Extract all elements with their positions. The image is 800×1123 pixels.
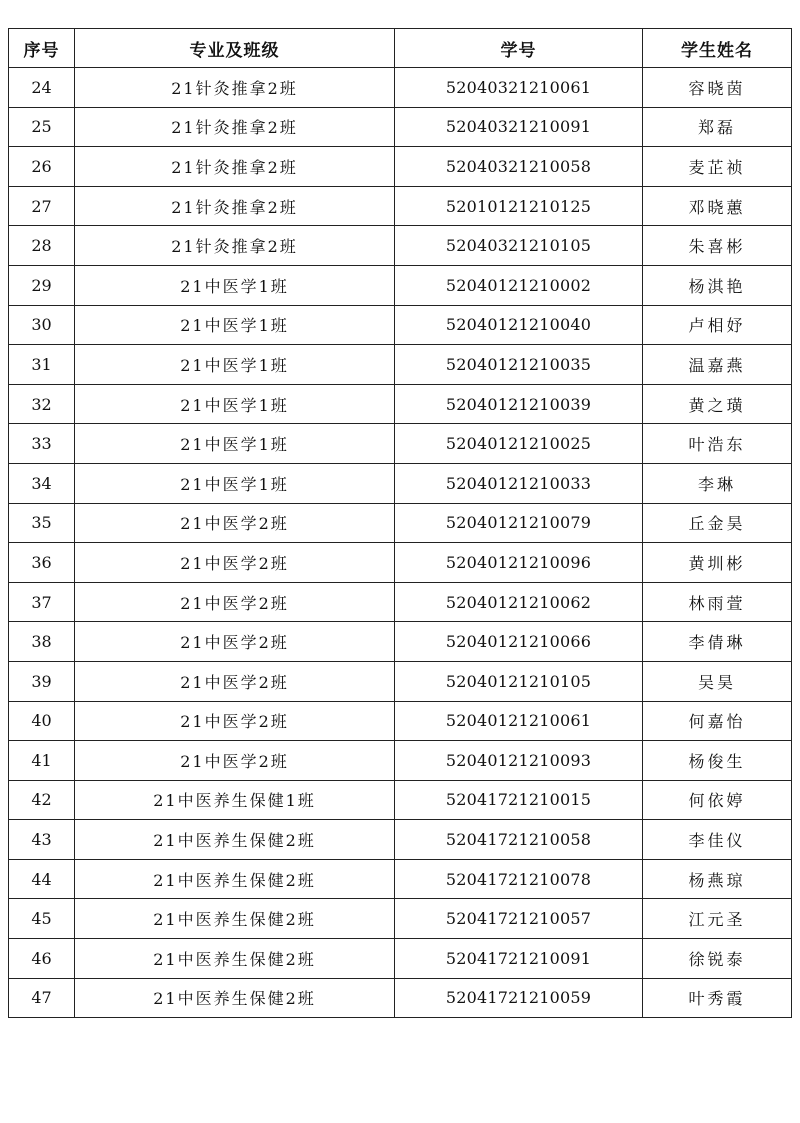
student-name-cell: 杨淇艳 [643,265,792,305]
serial-number-cell: 37 [9,582,75,622]
student-id-cell: 52041721210078 [395,859,643,899]
student-name-cell: 徐锐泰 [643,939,792,979]
major-class-cell: 21中医学1班 [75,384,395,424]
student-id-cell: 52040121210066 [395,622,643,662]
table-row [9,978,792,1018]
serial-number-cell: 38 [9,622,75,662]
student-name-cell: 杨俊生 [643,741,792,781]
header-serial-number: 序号 [9,29,75,68]
student-id-cell: 52040121210062 [395,582,643,622]
serial-number-cell: 41 [9,741,75,781]
student-id-cell: 52040121210039 [395,384,643,424]
student-name-cell: 吴昊 [643,661,792,701]
student-name-cell: 李倩琳 [643,622,792,662]
student-id-cell: 52041721210015 [395,780,643,820]
header-student-id: 学号 [395,29,643,68]
student-name-cell: 容晓茵 [643,68,792,108]
major-class-cell: 21中医学2班 [75,503,395,543]
student-id-cell: 52040121210040 [395,305,643,345]
table-row [9,820,792,860]
major-class-cell: 21针灸推拿2班 [75,68,395,108]
major-class-cell: 21中医学1班 [75,424,395,464]
table-row [9,503,792,543]
student-name-cell: 李琳 [643,463,792,503]
table-body [9,68,792,1018]
student-name-cell: 叶浩东 [643,424,792,464]
major-class-cell: 21针灸推拿2班 [75,186,395,226]
student-name-cell: 江元圣 [643,899,792,939]
table-row [9,622,792,662]
serial-number-cell: 24 [9,68,75,108]
student-id-cell: 52040121210079 [395,503,643,543]
table-row [9,424,792,464]
table-row [9,899,792,939]
serial-number-cell: 31 [9,345,75,385]
table-row [9,384,792,424]
serial-number-cell: 44 [9,859,75,899]
student-id-cell: 52041721210091 [395,939,643,979]
serial-number-cell: 36 [9,543,75,583]
student-id-cell: 52040121210061 [395,701,643,741]
serial-number-cell: 39 [9,661,75,701]
major-class-cell: 21中医学2班 [75,661,395,701]
major-class-cell: 21中医养生保健2班 [75,899,395,939]
table-row [9,582,792,622]
serial-number-cell: 27 [9,186,75,226]
student-name-cell: 林雨萱 [643,582,792,622]
serial-number-cell: 40 [9,701,75,741]
student-name-cell: 叶秀霞 [643,978,792,1018]
serial-number-cell: 25 [9,107,75,147]
table-row [9,265,792,305]
table-row [9,68,792,108]
major-class-cell: 21中医养生保健2班 [75,978,395,1018]
student-name-cell: 麦芷祯 [643,147,792,187]
student-id-cell: 52040321210058 [395,147,643,187]
serial-number-cell: 45 [9,899,75,939]
major-class-cell: 21中医养生保健2班 [75,939,395,979]
header-major-class: 专业及班级 [75,29,395,68]
serial-number-cell: 28 [9,226,75,266]
major-class-cell: 21针灸推拿2班 [75,107,395,147]
serial-number-cell: 32 [9,384,75,424]
serial-number-cell: 34 [9,463,75,503]
major-class-cell: 21中医学2班 [75,741,395,781]
major-class-cell: 21针灸推拿2班 [75,147,395,187]
major-class-cell: 21中医学1班 [75,463,395,503]
table-row [9,701,792,741]
table-row [9,741,792,781]
major-class-cell: 21针灸推拿2班 [75,226,395,266]
table-row [9,939,792,979]
student-id-cell: 52040321210091 [395,107,643,147]
student-id-cell: 52010121210125 [395,186,643,226]
table-header [9,29,792,68]
student-name-cell: 郑磊 [643,107,792,147]
student-id-cell: 52040121210093 [395,741,643,781]
student-id-cell: 52040121210002 [395,265,643,305]
major-class-cell: 21中医学1班 [75,265,395,305]
student-id-cell: 52041721210057 [395,899,643,939]
table-row [9,463,792,503]
table-row [9,345,792,385]
table-row [9,780,792,820]
student-id-cell: 52040121210033 [395,463,643,503]
major-class-cell: 21中医学1班 [75,305,395,345]
serial-number-cell: 26 [9,147,75,187]
student-id-cell: 52040321210105 [395,226,643,266]
student-name-cell: 何依婷 [643,780,792,820]
serial-number-cell: 29 [9,265,75,305]
student-id-cell: 52040121210035 [395,345,643,385]
student-name-cell: 李佳仪 [643,820,792,860]
student-name-cell: 黄圳彬 [643,543,792,583]
student-id-cell: 52041721210058 [395,820,643,860]
serial-number-cell: 46 [9,939,75,979]
student-name-cell: 何嘉怡 [643,701,792,741]
major-class-cell: 21中医养生保健2班 [75,820,395,860]
student-name-cell: 温嘉燕 [643,345,792,385]
student-id-cell: 52041721210059 [395,978,643,1018]
major-class-cell: 21中医养生保健1班 [75,780,395,820]
serial-number-cell: 33 [9,424,75,464]
student-id-cell: 52040321210061 [395,68,643,108]
major-class-cell: 21中医学2班 [75,701,395,741]
header-row [9,29,792,68]
table-row [9,147,792,187]
serial-number-cell: 35 [9,503,75,543]
student-id-cell: 52040121210025 [395,424,643,464]
table-row [9,543,792,583]
table-row [9,186,792,226]
serial-number-cell: 30 [9,305,75,345]
major-class-cell: 21中医学2班 [75,582,395,622]
header-student-name: 学生姓名 [643,29,792,68]
student-roster-table [8,28,792,1018]
student-id-cell: 52040121210096 [395,543,643,583]
table-row [9,859,792,899]
student-name-cell: 卢相妤 [643,305,792,345]
major-class-cell: 21中医学2班 [75,622,395,662]
table-row [9,226,792,266]
table-row [9,305,792,345]
student-id-cell: 52040121210105 [395,661,643,701]
major-class-cell: 21中医学1班 [75,345,395,385]
table-row [9,107,792,147]
document-page [8,28,791,1018]
student-name-cell: 丘金昊 [643,503,792,543]
student-name-cell: 黄之璜 [643,384,792,424]
major-class-cell: 21中医学2班 [75,543,395,583]
serial-number-cell: 43 [9,820,75,860]
student-name-cell: 杨燕琼 [643,859,792,899]
serial-number-cell: 47 [9,978,75,1018]
student-name-cell: 朱喜彬 [643,226,792,266]
serial-number-cell: 42 [9,780,75,820]
major-class-cell: 21中医养生保健2班 [75,859,395,899]
student-name-cell: 邓晓蕙 [643,186,792,226]
table-row [9,661,792,701]
